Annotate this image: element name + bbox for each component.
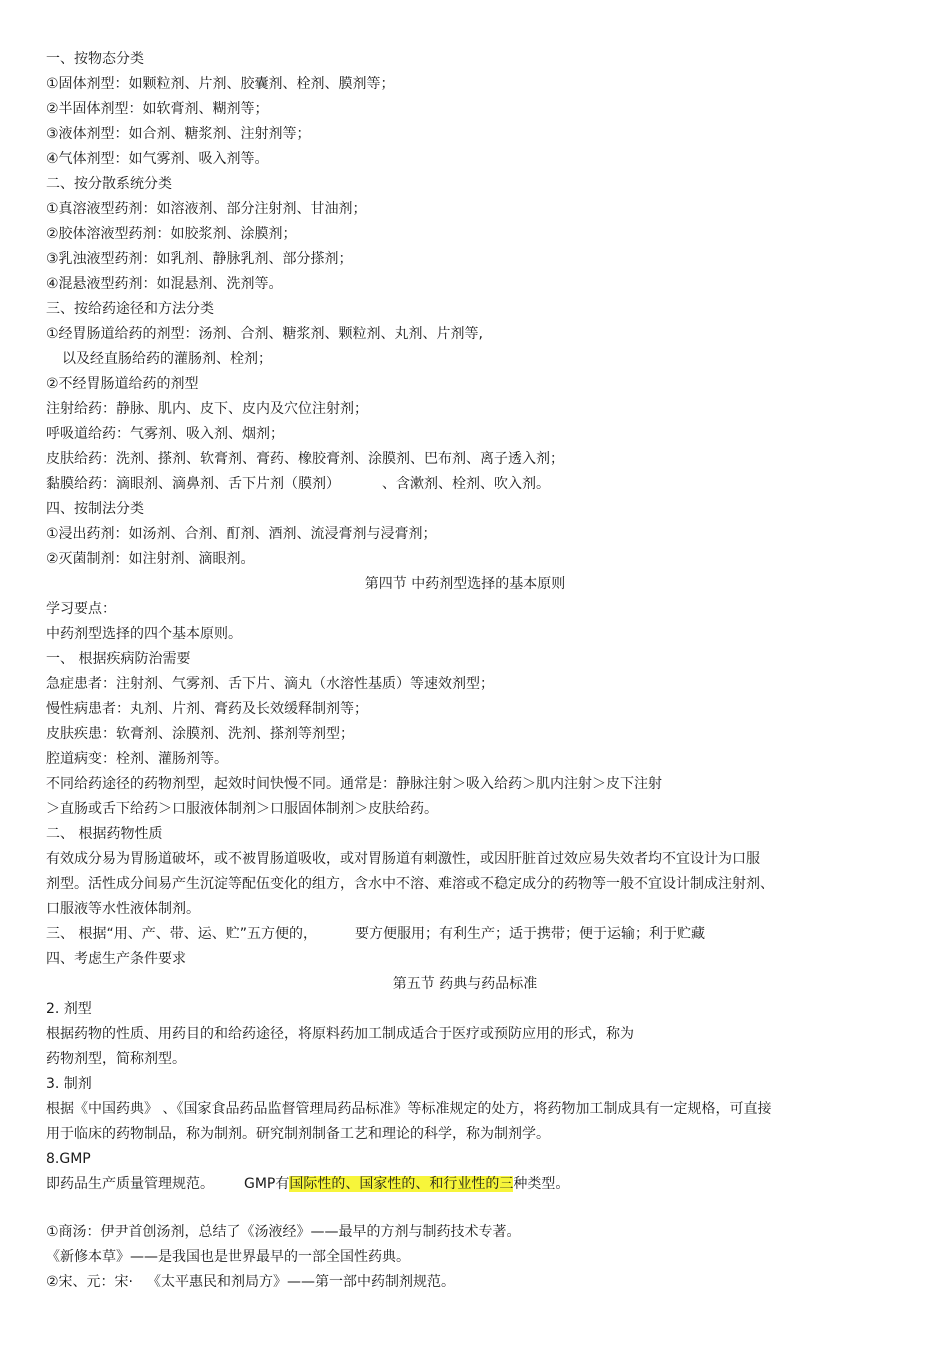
- text-line: 呼吸道给药：气雾剂、吸入剂、烟剂；: [46, 426, 284, 442]
- text-segment: 《太平惠民和剂局方》——第一部中药制剂规范。: [147, 1274, 456, 1290]
- text-line: 口服液等水性液体制剂。: [46, 901, 200, 917]
- section-title-5: 第五节 药典与药品标准: [392, 976, 538, 992]
- text-line: ③液体剂型：如合剂、糖浆剂、注射剂等；: [46, 126, 311, 142]
- text-line: 急症患者：注射剂、气雾剂、舌下片、滴丸（水溶性基质）等速效剂型；: [46, 676, 494, 692]
- heading-production-conditions: 四、考虑生产条件要求: [46, 951, 186, 967]
- text-line: 中药剂型选择的四个基本原则。: [46, 626, 242, 642]
- text-segment: GMP有: [244, 1176, 290, 1192]
- text-line: 皮肤疾患：软膏剂、涂膜剂、洗剂、搽剂等剂型；: [46, 726, 354, 742]
- section-title-4: 第四节 中药剂型选择的基本原则: [364, 576, 566, 592]
- text-line: 学习要点：: [46, 601, 116, 617]
- text-line: ①商汤：伊尹首创汤剂，总结了《汤液经》——最早的方剂与制药技术专著。: [46, 1224, 521, 1240]
- highlighted-text: 国际性的、国家性的、和行业性的三: [289, 1176, 514, 1192]
- text-segment: 即药品生产质量管理规范。: [46, 1176, 214, 1192]
- text-line: 腔道病变：栓剂、灌肠剂等。: [46, 751, 228, 767]
- text-line: 药物剂型，简称剂型。: [46, 1051, 186, 1067]
- text-segment: 要方便服用；有利生产；适于携带；便于运输；利于贮藏: [354, 926, 705, 942]
- text-line: ④混悬液型药剂：如混悬剂、洗剂等。: [46, 276, 283, 292]
- text-segment: 、含漱剂、栓剂、吹入剂。: [382, 476, 550, 492]
- heading-classify-by-dispersion: 二、按分散系统分类: [46, 176, 172, 192]
- text-line: 慢性病患者：丸剂、片剂、膏药及长效缓释制剂等；: [46, 701, 368, 717]
- text-line-song-yuan: [46, 1272, 455, 1292]
- text-line: 用于临床的药物制品，称为制剂。研究制剂制备工艺和理论的科学，称为制剂学。: [46, 1126, 550, 1142]
- text-line: 根据药物的性质、用药目的和给药途径，将原料药加工制成适合于医疗或预防应用的形式，称为: [46, 1026, 634, 1042]
- text-line-mucosal: [46, 474, 550, 494]
- text-line: 根据《中国药典》 、《国家食品药品监督管理局药品标准》等标准规定的处方，将药物加工制成具有一定规格，可直接: [46, 1101, 772, 1117]
- text-line-gmp: [46, 1174, 569, 1194]
- text-line: 皮肤给药：洗剂、搽剂、软膏剂、膏药、橡胶膏剂、涂膜剂、巴布剂、离子透入剂；: [46, 451, 564, 467]
- text-line: ②灭菌制剂：如注射剂、滴眼剂。: [46, 551, 255, 567]
- heading-disease-needs: 一、 根据疾病防治需要: [46, 651, 191, 667]
- heading-classify-by-state: 一、按物态分类: [46, 51, 144, 67]
- text-line: ④气体剂型：如气雾剂、吸入剂等。: [46, 151, 269, 167]
- term-preparation: 3. 制剂: [46, 1076, 92, 1092]
- text-line: 不同给药途径的药物剂型，起效时间快慢不同。通常是：静脉注射＞吸入给药＞肌内注射＞皮下注射: [46, 776, 662, 792]
- text-segment: 黏膜给药：滴眼剂、滴鼻剂、舌下片剂（膜剂）: [46, 476, 340, 492]
- heading-five-conveniences: [46, 924, 705, 944]
- text-line: ②半固体剂型：如软膏剂、糊剂等；: [46, 101, 269, 117]
- text-line-indented: 以及经直肠给药的灌肠剂、栓剂；: [62, 351, 272, 367]
- heading-classify-by-route: 三、按给药途径和方法分类: [46, 301, 214, 317]
- text-segment: 三、 根据“用、产、带、运、贮”五方便的，: [46, 926, 317, 942]
- text-segment: ②宋、元：宋·: [46, 1274, 134, 1290]
- text-line: ①固体剂型：如颗粒剂、片剂、胶囊剂、栓剂、膜剂等；: [46, 76, 395, 92]
- text-line: ①经胃肠道给药的剂型：汤剂、合剂、糖浆剂、颗粒剂、丸剂、片剂等,: [46, 326, 483, 342]
- text-line: ①真溶液型药剂：如溶液剂、部分注射剂、甘油剂；: [46, 201, 367, 217]
- heading-drug-properties: 二、 根据药物性质: [46, 826, 163, 842]
- text-line: 注射给药：静脉、肌内、皮下、皮内及穴位注射剂；: [46, 401, 368, 417]
- term-dosage-form: 2. 剂型: [46, 1001, 92, 1017]
- heading-classify-by-method: 四、按制法分类: [46, 501, 144, 517]
- text-line: 有效成分易为胃肠道破坏，或不被胃肠道吸收，或对胃肠道有刺激性，或因肝脏首过效应易失效者均不宜设计为口服: [46, 851, 760, 867]
- text-line: 剂型。活性成分间易产生沉淀等配伍变化的组方，含水中不溶、难溶或不稳定成分的药物等一般不宜设计制成注射剂、: [46, 876, 774, 892]
- text-line: 《新修本草》——是我国也是世界最早的一部全国性药典。: [46, 1249, 410, 1265]
- term-gmp: 8.GMP: [46, 1151, 91, 1167]
- text-line: ＞直肠或舌下给药＞口服液体制剂＞口服固体制剂＞皮肤给药。: [46, 801, 438, 817]
- text-line: ③乳浊液型药剂：如乳剂、静脉乳剂、部分搽剂；: [46, 251, 353, 267]
- text-segment: 种类型。: [513, 1176, 570, 1192]
- text-line: ②胶体溶液型药剂：如胶浆剂、涂膜剂；: [46, 226, 297, 242]
- text-line: ①浸出药剂：如汤剂、合剂、酊剂、酒剂、流浸膏剂与浸膏剂；: [46, 526, 437, 542]
- text-line: ②不经胃肠道给药的剂型: [46, 376, 199, 392]
